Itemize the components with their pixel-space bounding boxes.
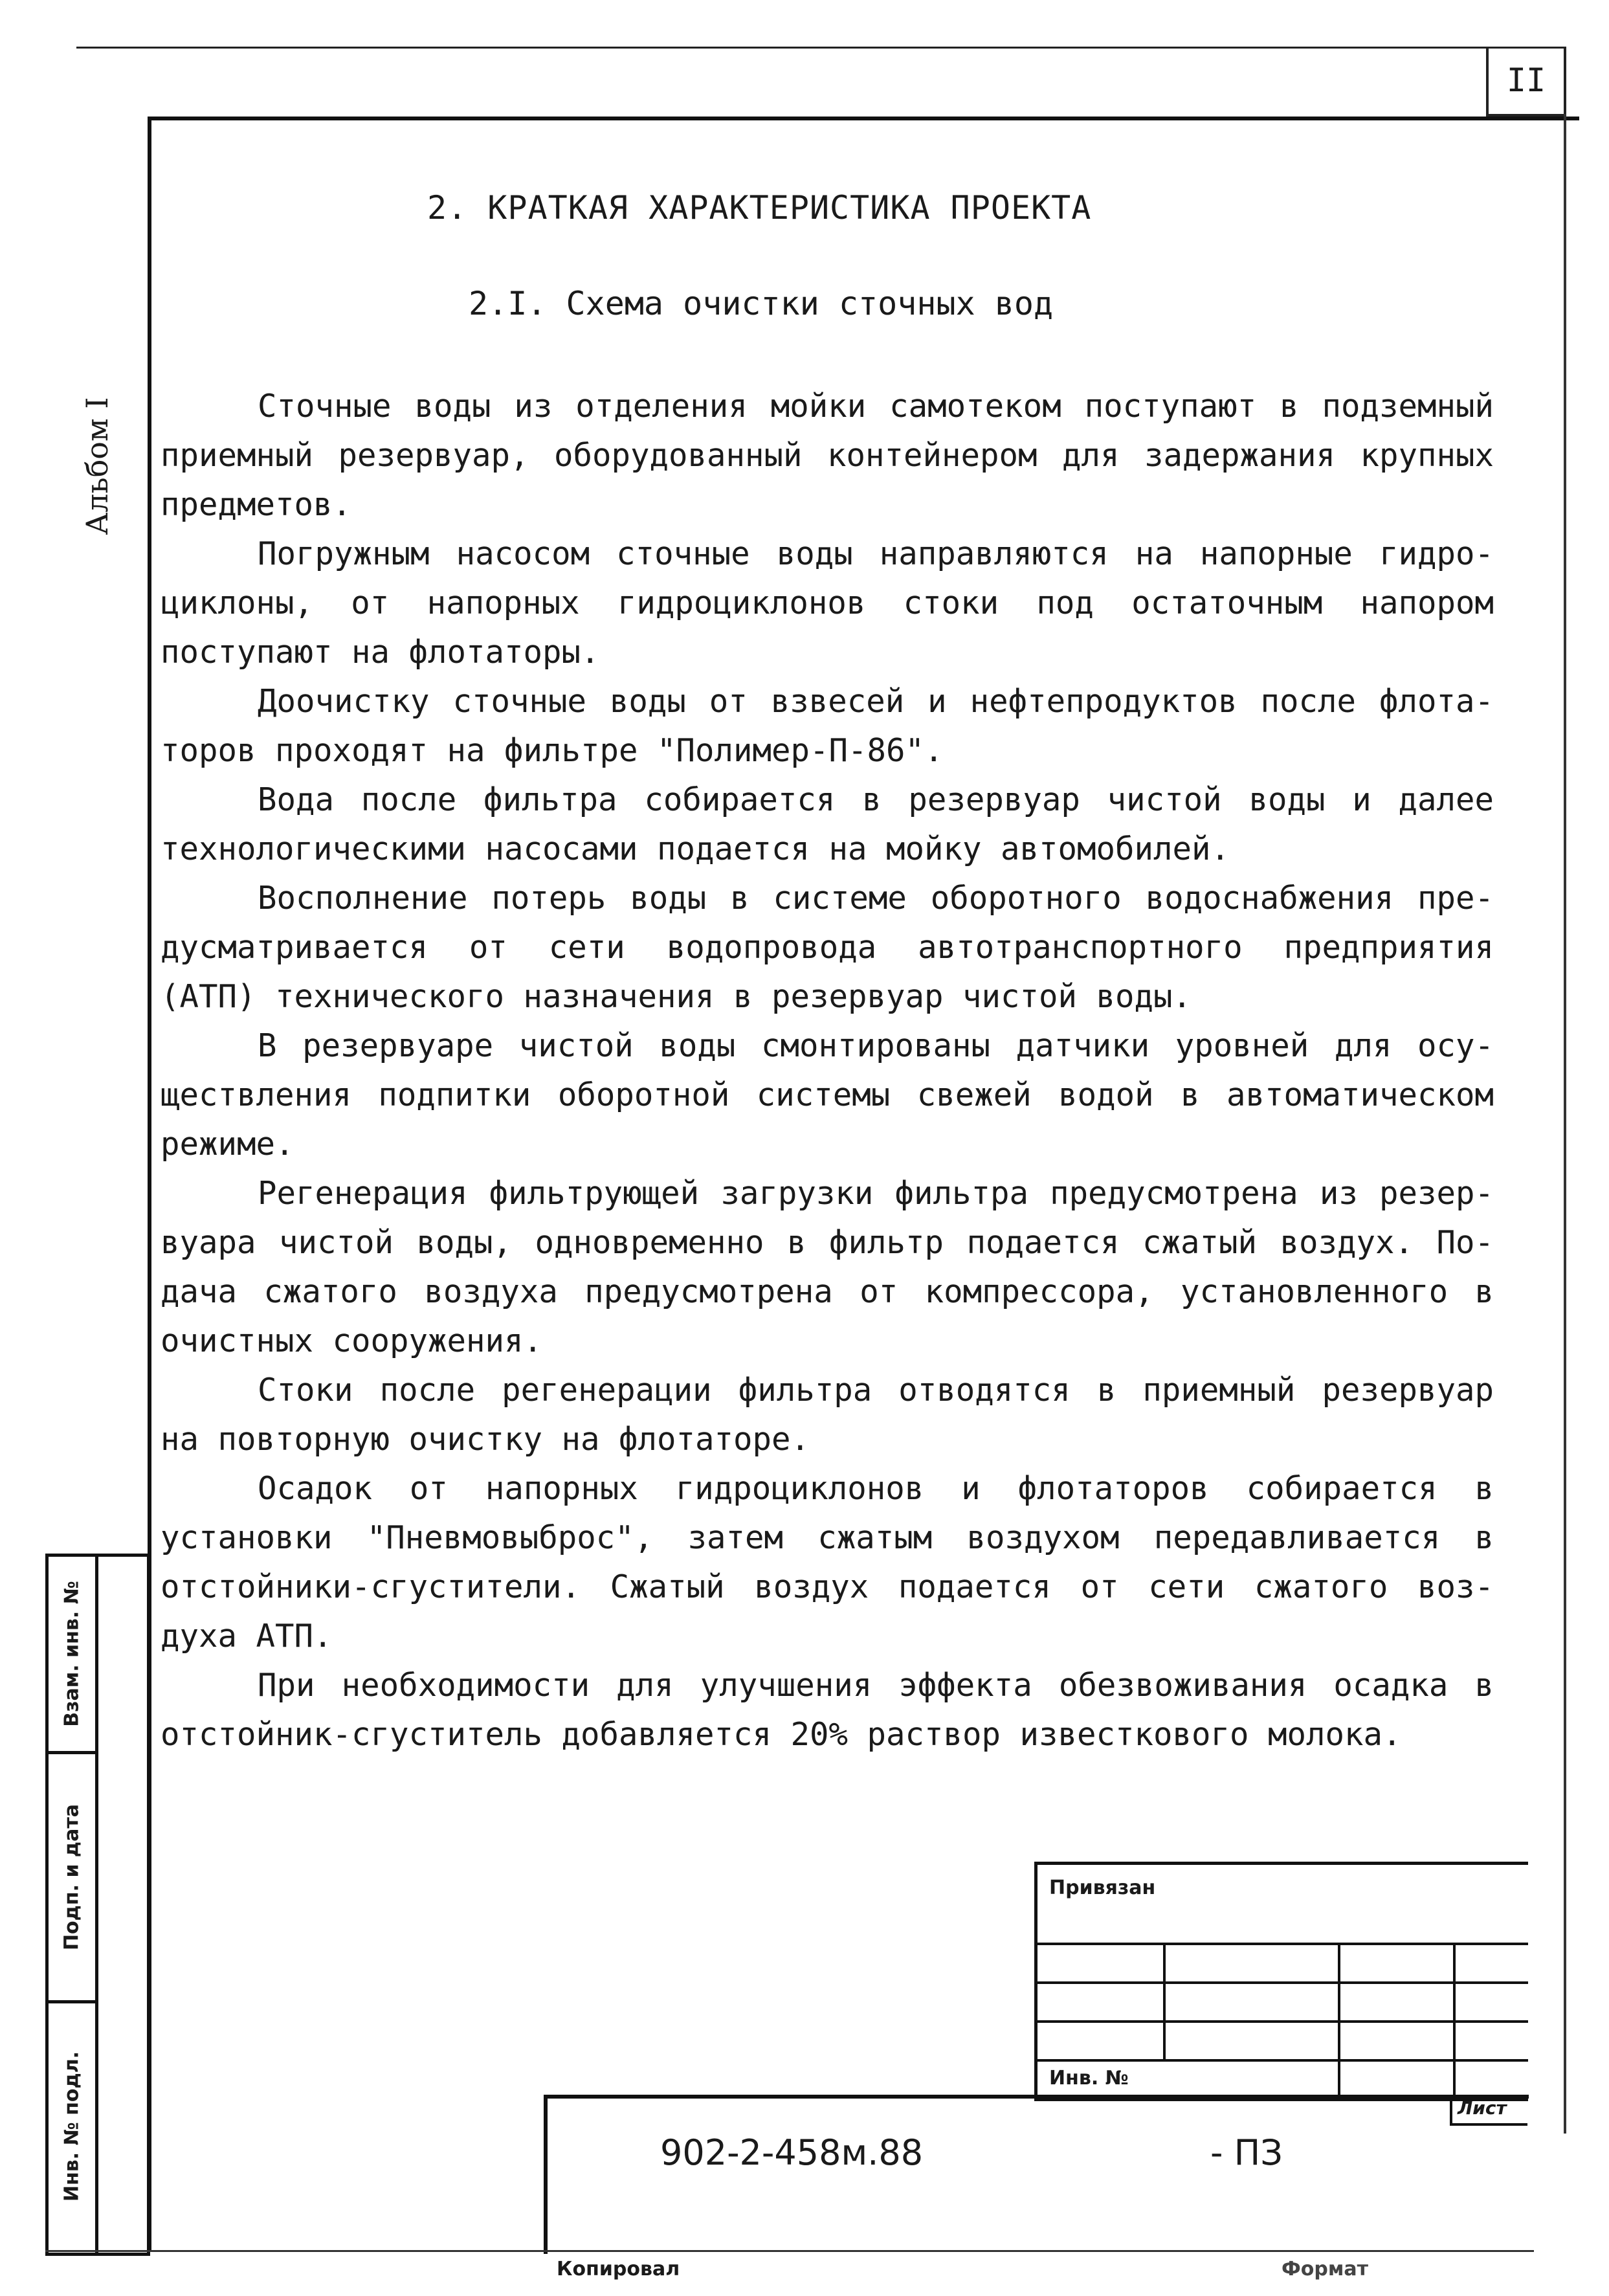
left-approval-strip bbox=[45, 1554, 150, 2256]
sheet-number: II bbox=[1486, 47, 1566, 117]
paragraph: Стоки после регенерации фильтра отводятся в приемный резервуар на повторную очистку на флотаторе. bbox=[161, 1372, 1494, 1458]
stamp-col-line bbox=[1338, 1943, 1340, 2098]
document-mark: - ПЗ bbox=[1210, 2132, 1283, 2173]
list-label: Лист bbox=[1450, 2097, 1527, 2126]
paragraph: Осадок от напорных гидроциклонов и флотаторов собирается в установки "Пневмовыброс", затем сжатым воздухом передавливается в отстойники-сгустители. Сжатый воздух подается от сети сжатого воз-духа АТП. bbox=[161, 1470, 1494, 1655]
strip-podp-data-label: Подп. и дата bbox=[60, 1803, 83, 1951]
title-block bbox=[544, 2095, 1529, 2254]
album-label-text: Альбом I bbox=[80, 397, 115, 535]
bottom-rule bbox=[45, 2250, 1534, 2252]
paragraph: Сточные воды из отделения мойки самотеком поступают в подземный приемный резервуар, оборудованный контейнером для задержания крупных предметов. bbox=[161, 388, 1494, 523]
paragraph: Доочистку сточные воды от взвесей и нефтепродуктов после флота-торов проходят на фильтре "Полимер-П-86". bbox=[161, 683, 1494, 769]
paragraph: Восполнение потерь воды в системе оборотного водоснабжения пре-дусматривается от сети водопровода автотранспортного предприятия (АТП) технического назначения в резервуар чистой воды. bbox=[161, 880, 1494, 1015]
stamp-col-line bbox=[1453, 1943, 1456, 2098]
strip-vzam-inv bbox=[49, 1557, 95, 1754]
footer-format: Формат bbox=[1282, 2258, 1368, 2280]
stamp-inv-no: Инв. № bbox=[1049, 2067, 1129, 2090]
footer-copied: Копировал bbox=[557, 2258, 680, 2280]
body-text bbox=[161, 382, 1494, 1759]
paragraph: Вода после фильтра собирается в резервуар чистой воды и далее технологическими насосами подается на мойку автомобилей. bbox=[161, 781, 1494, 867]
strip-inv-podl-label: Инв. № подл. bbox=[60, 2051, 83, 2202]
binding-stamp bbox=[1034, 1862, 1528, 2101]
stamp-privyazan: Привязан bbox=[1049, 1877, 1156, 1899]
top-rule bbox=[76, 47, 1565, 49]
paragraph: В резервуаре чистой воды смонтированы датчики уровней для осу-ществления подпитки оборотной системы свежей водой в автоматическом режиме. bbox=[161, 1027, 1494, 1163]
strip-inv-podl bbox=[49, 2003, 95, 2249]
paragraph: Регенерация фильтрующей загрузки фильтра предусмотрена из резер-вуара чистой воды, одновременно в фильтр подается сжатый воздух. По-дача сжатого воздуха предусмотрена от компрессора, установленного в очистных сооружения. bbox=[161, 1175, 1494, 1359]
album-label bbox=[78, 362, 117, 570]
strip-podp-data bbox=[49, 1754, 95, 2003]
page-frame-right bbox=[1564, 114, 1566, 2134]
section-title: 2. КРАТКАЯ ХАРАКТЕРИСТИКА ПРОЕКТА bbox=[427, 189, 1092, 227]
strip-label-column bbox=[49, 1557, 98, 2253]
stamp-col-line bbox=[1163, 1943, 1166, 2059]
subsection-title: 2.I. Схема очистки сточных вод bbox=[469, 285, 1054, 322]
paragraph: При необходимости для улучшения эффекта обезвоживания осадка в отстойник-сгуститель добавляется 20% раствор известкового молока. bbox=[161, 1667, 1494, 1753]
paragraph: Погружным насосом сточные воды направляются на напорные гидро-циклоны, от напорных гидроциклонов стоки под остаточным напором поступают на флотаторы. bbox=[161, 535, 1494, 671]
strip-vzam-inv-label: Взам. инв. № bbox=[60, 1581, 83, 1727]
document-code: 902-2-458м.88 bbox=[660, 2132, 924, 2173]
